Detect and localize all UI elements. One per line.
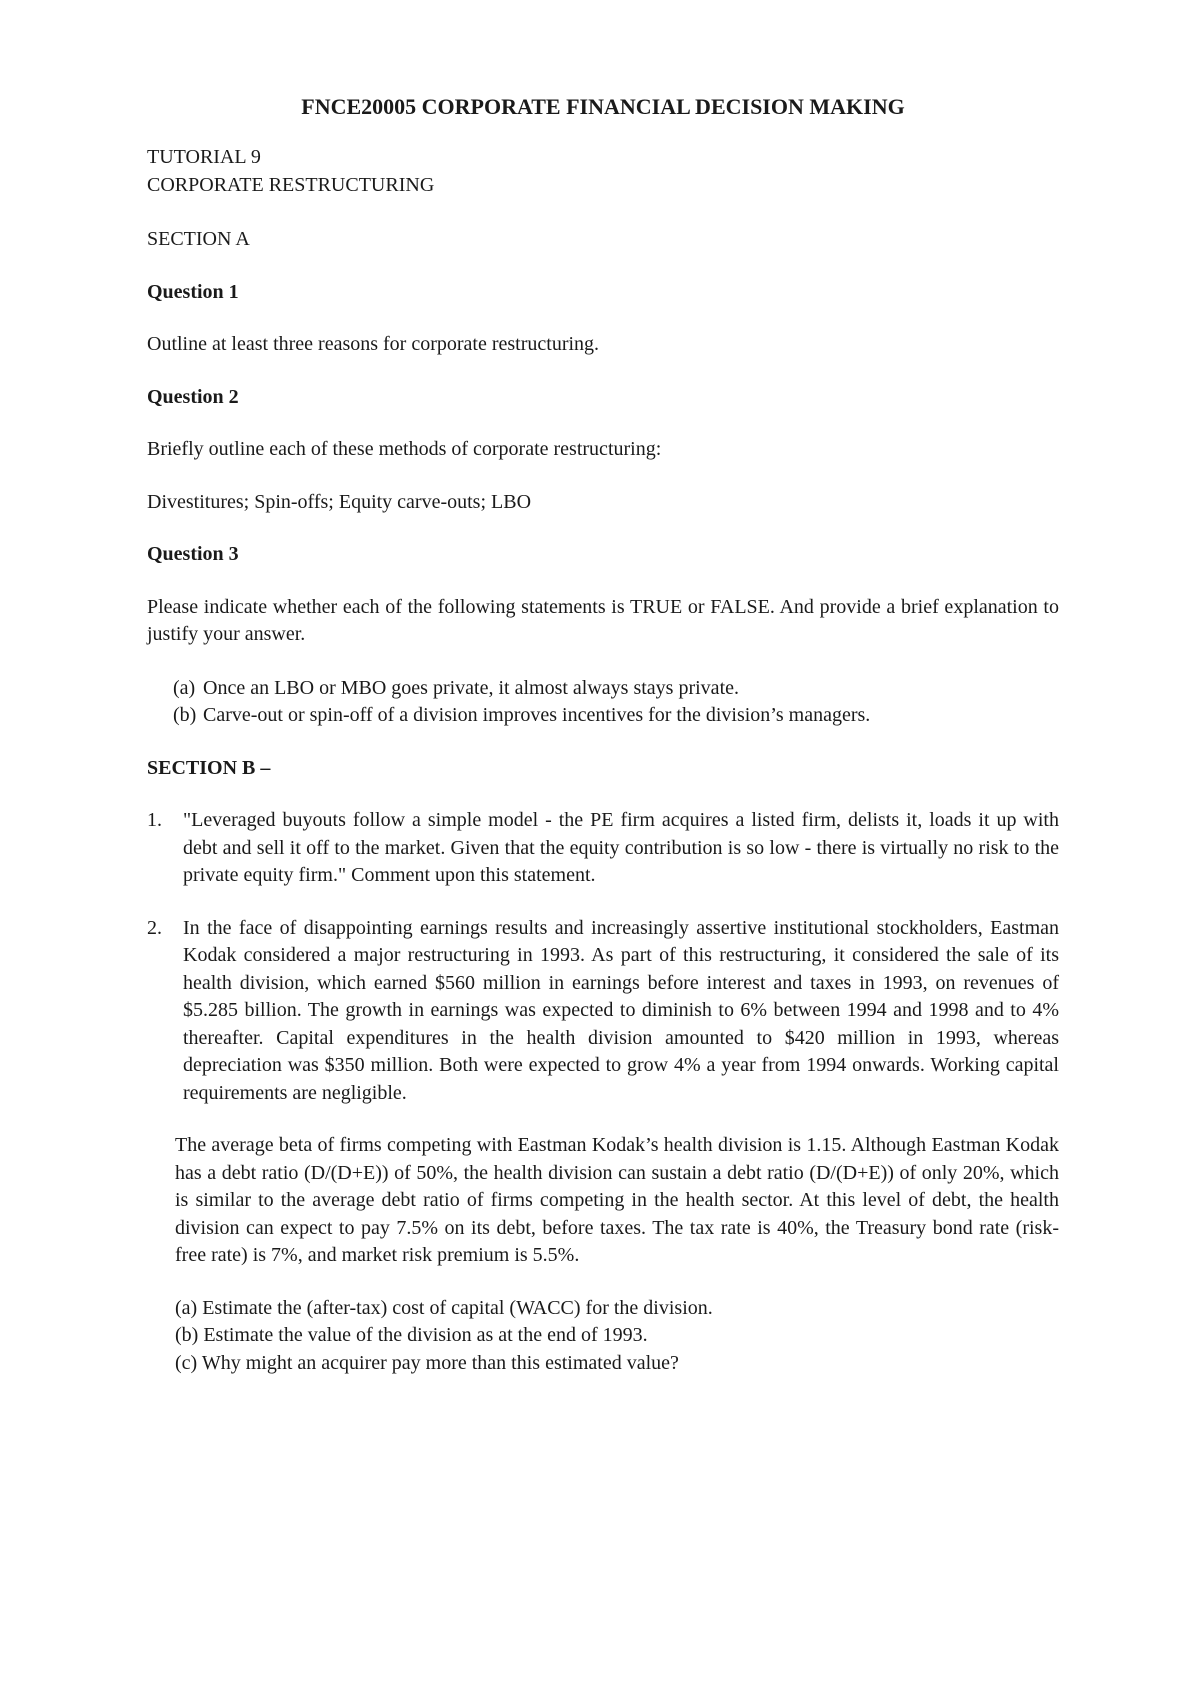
part-item: (a) Estimate the (after-tax) cost of capital (WACC) for the division. <box>175 1296 713 1319</box>
item-text: "Leveraged buyouts follow a simple model - the PE firm acquires a listed firm, delists it, loads it up with debt and sell it off to the market. Given that the equity contribution is so low - there is virtually no risk to the private equity firm." Comment upon this statement. <box>183 809 1059 886</box>
question-2-heading: Question 2 <box>147 385 239 408</box>
tutorial-topic: CORPORATE RESTRUCTURING <box>147 173 435 196</box>
item-2-paragraph-2: The average beta of firms competing with Eastman Kodak’s health division is 1.15. Although Eastman Kodak has a debt ratio (D/(D+E)) of 50%, the health division can sustain a debt ratio (D/(D+E)) of only 20%, which is similar to the average debt ratio of firms competing in the health sector. At this level of debt, the health division can expect to pay 7.5% on its debt, before taxes. The tax rate is 40%, the Treasury bond rate (risk-free rate) is 7%, and market risk premium is 5.5%. <box>175 1134 1059 1266</box>
statement-marker: (b) <box>173 704 197 726</box>
part-item: (c) Why might an acquirer pay more than this estimated value? <box>175 1351 679 1374</box>
section-b-heading: SECTION B – <box>147 756 271 779</box>
item-2-parts <box>147 1295 1059 1378</box>
statement-item <box>173 702 1059 730</box>
item-text: In the face of disappointing earnings results and increasingly assertive institutional stockholders, Eastman Kodak considered a major restructuring in 1993. As part of this restructuring, it considered the sale of its health division, which earned $560 million in earnings before interest and taxes in 1993, on revenues of $5.285 billion. The growth in earnings was expected to diminish to 6% between 1994 and 1998 and to 4% thereafter. Capital expenditures in the health division amounted to $420 million in 1993, whereas depreciation was $350 million. Both were expected to grow 4% a year from 1994 onwards. Working capital requirements are negligible. <box>183 916 1059 1104</box>
question-2-text: Briefly outline each of these methods of corporate restructuring: <box>147 438 662 460</box>
section-b-item-2 <box>147 915 1059 1108</box>
tutorial-header <box>147 144 1059 199</box>
statement-text: Once an LBO or MBO goes private, it almost always stays private. <box>203 676 739 699</box>
section-a-heading: SECTION A <box>147 228 250 250</box>
question-3-statements <box>147 675 1059 730</box>
statement-text: Carve-out or spin-off of a division improves incentives for the division’s managers. <box>203 704 871 726</box>
question-1-heading: Question 1 <box>147 280 239 303</box>
tutorial-number: TUTORIAL 9 <box>147 146 261 168</box>
question-1-text: Outline at least three reasons for corporate restructuring. <box>147 333 600 355</box>
document-title: FNCE20005 CORPORATE FINANCIAL DECISION MAKING <box>301 94 905 119</box>
part-item: (b) Estimate the value of the division as at the end of 1993. <box>175 1324 648 1346</box>
question-3-text: Please indicate whether each of the following statements is TRUE or FALSE. And provide a brief explanation to justify your answer. <box>147 595 1059 645</box>
statement-item <box>173 675 1059 703</box>
section-b-item-1 <box>147 807 1059 890</box>
item-number: 2. <box>147 916 162 939</box>
question-2-methods: Divestitures; Spin-offs; Equity carve-outs; LBO <box>147 490 532 513</box>
document-page <box>147 82 1059 1377</box>
item-number: 1. <box>147 809 162 831</box>
statement-marker: (a) <box>173 676 196 699</box>
question-3-heading: Question 3 <box>147 543 239 565</box>
